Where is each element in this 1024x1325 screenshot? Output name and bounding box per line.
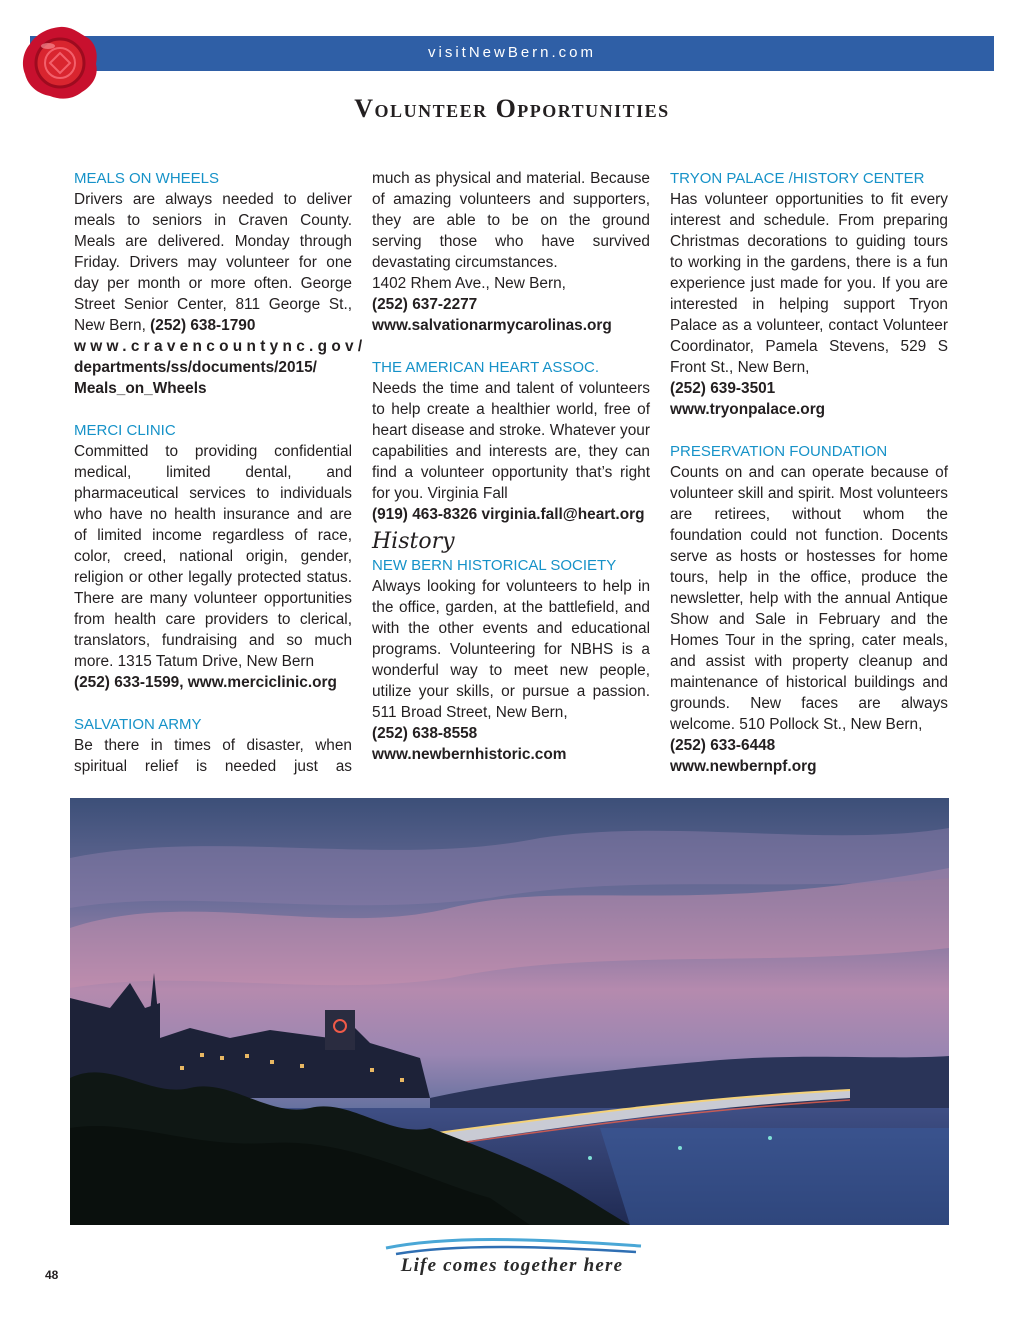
page-title: Volunteer Opportunities [354, 94, 670, 123]
column-3 [670, 168, 948, 777]
column-1 [74, 168, 367, 777]
merci-heading: MERCI CLINIC [74, 422, 176, 439]
nbhs-heading: NEW BERN HISTORICAL SOCIETY [372, 557, 617, 574]
tagline: Life comes together here [400, 1255, 624, 1276]
preservation-phone: (252) 633-6448 [670, 737, 776, 754]
meals-heading: MEALS ON WHEELS [74, 170, 220, 187]
merci-contact[interactable]: (252) 633-1599, www.merciclinic.org [74, 674, 337, 691]
column-2 [372, 168, 650, 765]
meals-phone: (252) 638-1790 [150, 317, 256, 334]
preservation-heading: PRESERVATION FOUNDATION [670, 443, 888, 460]
nbhs-body: Always looking for volunteers to help in the office, garden, at the battlefield, and with the other events and educational programs. Volunteering for NBHS is a wonderful way to meet new people, utilize your skills, or pursue a passion. 511 Broad Street, New Bern, (252) 638-8558 www.newbernhistoric.com [372, 578, 650, 763]
header-banner [30, 36, 994, 71]
meals-url-1[interactable]: www.cravencountync.gov/ [74, 338, 367, 355]
salvation-body-cont: much as physical and material. Because of amazing volunteers and supporters, they are able to be on the ground serving those who have survived devastating circumstances. 1402 Rhem Ave., New Bern, (252) 637-2277 www.salvationarmycarolinas.org [372, 170, 650, 334]
preservation-url[interactable]: www.newbernpf.org [670, 758, 817, 775]
wax-seal-icon [20, 24, 100, 102]
tryon-url[interactable]: www.tryonpalace.org [670, 401, 826, 418]
tryon-body: Has volunteer opportunities to fit every interest and schedule. From preparing Christmas decorations to guiding tours to working in the gardens, there is a fun experience just made for you. If you are interested in helping support Tryon Palace as a volunteer, contact Volunteer Coordinator, Pamela Stevens, 529 S Front St., New Bern, (252) 639-3501 www.tryonpalace.org [670, 191, 948, 418]
heart-body: Needs the time and talent of volunteers to help create a healthier world, free of heart disease and stroke. Whatever your capabilities and interests are, they can find a volunteer opportunity that’s right for you. Virginia Fall (919) 463-8326 virginia.fall@heart.org [372, 380, 650, 523]
salvation-url[interactable]: www.salvationarmycarolinas.org [372, 317, 612, 334]
site-url[interactable]: visitNewBern.com [427, 44, 597, 61]
preservation-body: Counts on and can operate because of volunteer skill and spirit. Most volunteers are retirees, without whom the foundation could not function. Docents serve as hosts or hostesses for home tours, help in the office, produce the newsletter, help with the annual Antique Show and Sale in February and the Homes Tour in the spring, cater meals, and assist with property cleanup and maintenance of historical buildings and grounds. New faces are always welcome. 510 Pollock St., New Bern, (252) 633-6448 www.newbernpf.org [670, 464, 948, 775]
salvation-phone: (252) 637-2277 [372, 296, 478, 313]
merci-body: Committed to providing confidential medical, limited dental, and pharmaceutical services to individuals who have no health insurance and are of limited income regardless of race, color, creed, national origin, gender, religion or other legally protected status. There are many volunteer opportunities from health care providers to clerical, translators, fundraising and so much more. 1315 Tatum Drive, New Bern (252) 633-1599, www.merciclinic.org [74, 443, 352, 691]
history-heading: History [372, 529, 455, 554]
nbhs-url[interactable]: www.newbernhistoric.com [372, 746, 567, 763]
meals-body: Drivers are always needed to deliver meals to seniors in Craven County. Meals are delivered. Monday through Friday. Drivers may volunteer for one day per month or more often. George Street Senior Center, 811 George St., New Bern, (252) 638-1790 www.cravencountync.gov/ departments/ss/documents/2015/ Meals_on_Wheels [74, 191, 367, 397]
page-number: 48 [45, 1268, 59, 1282]
nbhs-phone: (252) 638-8558 [372, 725, 478, 742]
salvation-heading: SALVATION ARMY [74, 716, 202, 733]
heart-contact[interactable]: (919) 463-8326 virginia.fall@heart.org [372, 506, 645, 523]
salvation-body: Be there in times of disaster, when spiritual relief is needed just as [74, 737, 352, 775]
tryon-heading: TRYON PALACE /HISTORY CENTER [670, 170, 925, 187]
heart-heading: THE AMERICAN HEART ASSOC. [372, 359, 599, 376]
meals-url-2[interactable]: departments/ss/documents/2015/ Meals_on_Wheels [74, 359, 317, 397]
tryon-phone: (252) 639-3501 [670, 380, 776, 397]
riverfront-dusk-photo [70, 798, 949, 1225]
